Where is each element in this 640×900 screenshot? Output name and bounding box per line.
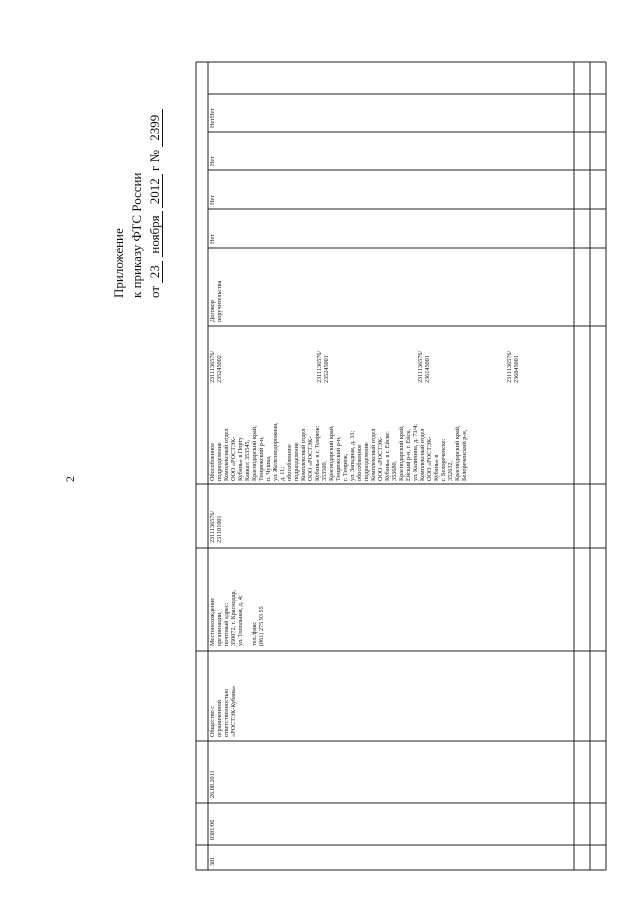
branch-kpp-1: 2311136576/ 235245002 <box>209 350 223 383</box>
order-reference: к приказу ФТС России <box>129 172 144 298</box>
company-name: Общество с ограниченной ответственностью «РОСТЭК-Кубань» <box>209 685 237 737</box>
row-number: 381 <box>209 856 216 866</box>
flag-4: Нет <box>209 118 216 128</box>
date-day: 23 <box>148 261 163 283</box>
branch-kpp-3: 2311136576/ 236145001 <box>417 350 431 383</box>
branch-kpp-4: 2311136576/ 236845001 <box>506 350 520 383</box>
from-label: от <box>147 285 162 298</box>
flag-1: Нет <box>209 234 216 244</box>
company-inn-kpp: 2311136576/ 231101001 <box>209 510 223 543</box>
date-month: ноября <box>148 211 163 257</box>
year-suffix: г <box>147 165 162 171</box>
order-number: 2399 <box>148 109 163 147</box>
branch-kpp-2: 2311136576/ 235245001 <box>316 350 330 383</box>
branches-list: Обособленное подразделение Комплексный отдел ООО «РОСТЭК- Кубань» в Порту Кавказ: 353545, Краснодарский край, Темрюкский р-н, п. Чушка, ул. Железнодорожная, д. 11; обособленное подразделение Комплексный отдел ООО «РОСТЭК- Кубань» в г. Темрюк: 353500, Краснодарский край, Темрюкский р-н, г. Темрюк, ул. Западная, д. 33; обособленное подразделение Комплексный отдел ООО «РОСТЭК- Кубань» в г. Ейске: 353680, Краснодарский край, Ейский р-н, г. Ейск, ул. Калинина, д. 73/4; Комплексный отдел ООО «РОСТЭК- Кубань» в г. Белореченске: 352632, Краснодарский край, Белореченский р-н, <box>209 422 468 481</box>
registration-date: 26.08.2011 <box>209 770 216 798</box>
flag-3: Нет <box>209 156 216 166</box>
number-sign: № <box>147 149 162 163</box>
flag-2: Нет <box>209 195 216 205</box>
date-year: 2012 <box>148 174 163 208</box>
company-address: Местонахождение организации, почтовый адрес: 350072, г. Краснодар, ул. Топольная, д. 4; тел./факс (861) 275 93 55 <box>209 589 265 646</box>
registration-number: 0381/06 <box>209 819 216 840</box>
flag-5: Нет <box>209 108 216 118</box>
security-type: Договор поручительства <box>209 280 223 322</box>
page-number: 2 <box>63 476 77 482</box>
appendix-title: Приложение <box>111 228 126 298</box>
